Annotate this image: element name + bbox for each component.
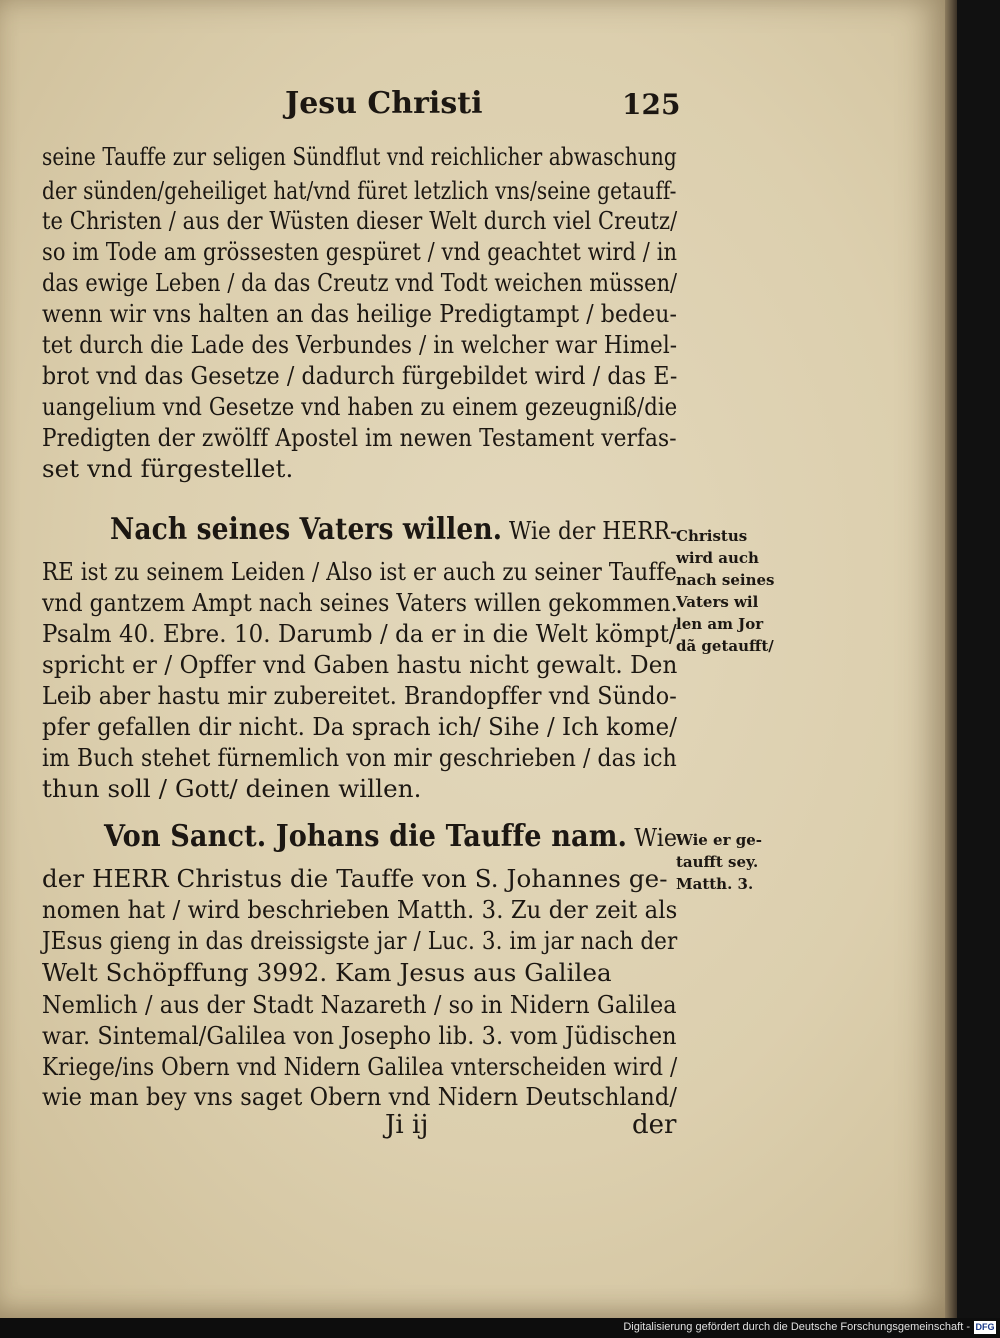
text-line: vnd gantzem Ampt nach seines Vaters willen gekommen. [42, 588, 678, 617]
text-line: uangelium vnd Gesetze vnd haben zu einem gezeugniß/die [42, 392, 678, 421]
text-line: Wie der HERR- [509, 516, 678, 545]
page-edge [945, 0, 957, 1318]
margin-note-line: taufft sey. [676, 853, 759, 871]
footer-bar [0, 1318, 1000, 1338]
text-line: Kriege/ins Obern vnd Nidern Galilea vnterscheiden wird / [42, 1052, 678, 1081]
text-line: JEsus gieng in das dreissigste jar / Luc. 3. im jar nach der [42, 926, 678, 955]
paragraph-lead [110, 512, 677, 547]
text-line: Welt Schöpffung 3992. Kam Jesus aus Galilea [42, 958, 612, 987]
text-line: tet durch die Lade des Verbundes / in welcher war Himel- [42, 330, 678, 359]
margin-note-line: Matth. 3. [676, 875, 754, 893]
text-line: thun soll / Gott/ deinen willen. [42, 774, 422, 803]
margin-note-line: Vaters wil [676, 593, 759, 611]
text-line: set vnd fürgestellet. [42, 454, 294, 483]
text-line: brot vnd das Gesetze / dadurch fürgebildet wird / das E- [42, 361, 678, 390]
running-head: Jesu Christi [285, 86, 483, 121]
text-line: wenn wir vns halten an das heilige Predigtampt / bedeu- [42, 299, 677, 328]
text-line: Nemlich / aus der Stadt Nazareth / so in Nidern Galilea [42, 990, 677, 1019]
signature-mark: Ji ij [385, 1110, 429, 1140]
paragraph-lead [104, 819, 677, 854]
margin-note-line: Christus [676, 527, 748, 545]
text-line: pfer gefallen dir nicht. Da sprach ich/ Sihe / Ich kome/ [42, 712, 678, 741]
margin-note-line: dã getaufft/ [676, 637, 774, 655]
text-line: te Christen / aus der Wüsten dieser Welt durch viel Creutz/ [42, 206, 678, 235]
margin-note-line: wird auch [676, 549, 759, 567]
dfg-logo[interactable]: DFG [975, 1322, 995, 1332]
margin-note-line: nach seines [676, 571, 775, 589]
lead-phrase: Nach seines Vaters willen. [110, 512, 503, 547]
text-line: war. Sintemal/Galilea von Josepho lib. 3. vom Jüdischen [42, 1021, 677, 1050]
catchword: der [632, 1110, 677, 1140]
text-line: im Buch stehet fürnemlich von mir geschrieben / das ich [42, 743, 677, 772]
text-line: das ewige Leben / da das Creutz vnd Todt weichen müssen/ [42, 268, 678, 297]
text-line: Wie [634, 823, 678, 852]
text-line: so im Tode am grössesten gespüret / vnd geachtet wird / in [42, 237, 678, 266]
text-line: nomen hat / wird beschrieben Matth. 3. Zu der zeit als [42, 895, 678, 924]
text-line: RE ist zu seinem Leiden / Also ist er auch zu seiner Tauffe [42, 557, 677, 586]
page-number: 125 [622, 88, 681, 121]
text-line: seine Tauffe zur seligen Sündflut vnd reichlicher abwaschung [42, 142, 677, 171]
text-line: Psalm 40. Ebre. 10. Darumb / da er in die Welt kömpt/ [42, 619, 677, 648]
text-line: Predigten der zwölff Apostel im newen Testament verfas- [42, 423, 677, 452]
lead-phrase: Von Sanct. Johans die Tauffe nam. [104, 819, 628, 854]
text-line: spricht er / Opffer vnd Gaben hastu nicht gewalt. Den [42, 650, 678, 679]
text-line: der sünden/geheiliget hat/vnd füret letzlich vns/seine getauff- [42, 176, 677, 205]
margin-note-line: len am Jor [676, 615, 764, 633]
text-line: Leib aber hastu mir zubereitet. Brandopffer vnd Sündo- [42, 681, 677, 710]
text-line: der HERR Christus die Tauffe von S. Johannes ge- [42, 864, 668, 893]
footer-credit: Digitalisierung gefördert durch die Deutsche Forschungsgemeinschaft - [623, 1321, 970, 1333]
text-line: wie man bey vns saget Obern vnd Nidern Deutschland/ [42, 1082, 678, 1111]
margin-note-line: Wie er ge- [676, 831, 762, 849]
